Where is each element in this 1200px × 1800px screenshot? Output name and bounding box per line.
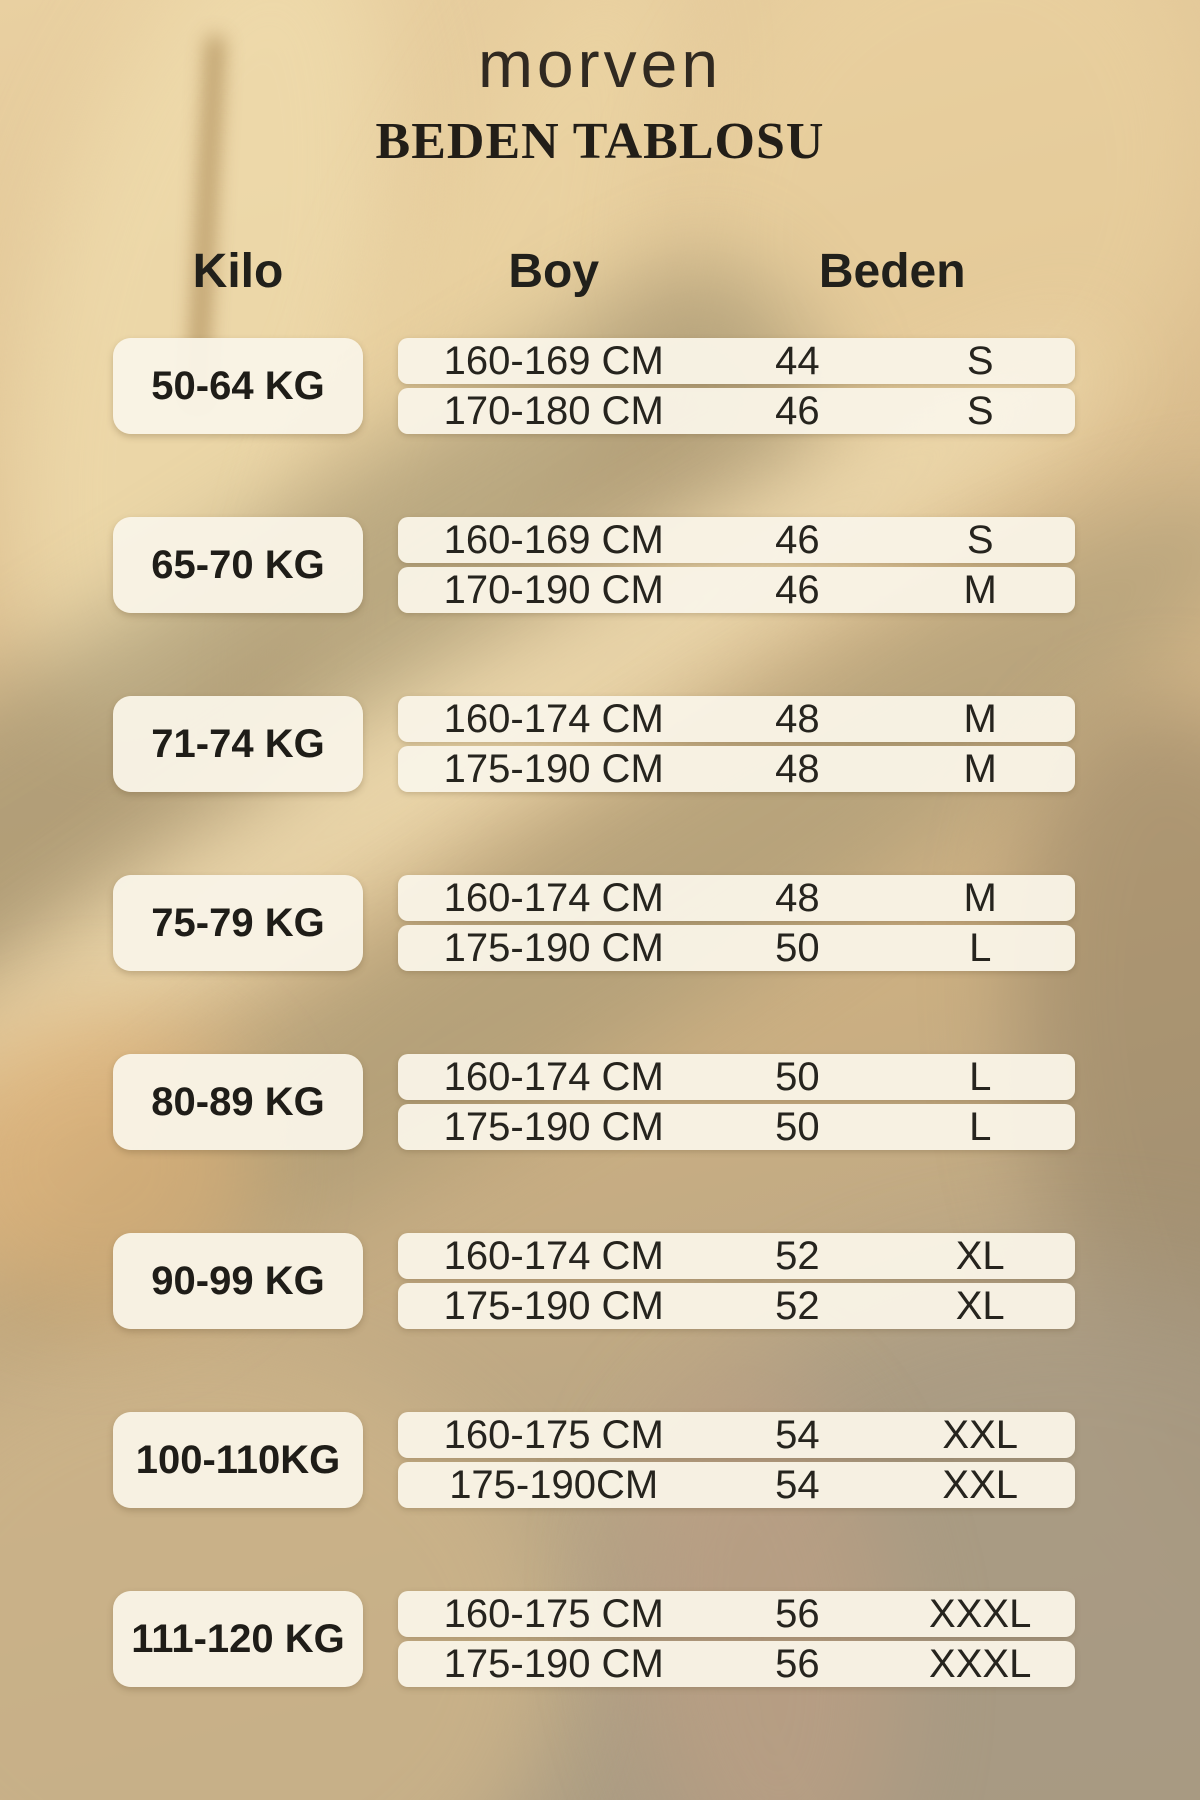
beden-letter-value: XL <box>955 1233 1005 1278</box>
boy-value: 175-190 CM <box>443 925 664 970</box>
table-row <box>398 746 1075 792</box>
beden-letter-value: XXL <box>942 1412 1018 1457</box>
beden-letter-value: XL <box>955 1283 1005 1328</box>
beden-number-value: 48 <box>775 875 820 920</box>
group-rows <box>398 875 1075 971</box>
beden-letter-value: S <box>966 517 994 562</box>
boy-value: 175-190CM <box>449 1462 659 1507</box>
boy-value: 175-190 CM <box>443 1104 664 1149</box>
weight-group <box>113 338 1075 434</box>
beden-number-value: 52 <box>775 1233 820 1278</box>
boy-value: 160-175 CM <box>443 1591 664 1636</box>
group-rows <box>398 1591 1075 1687</box>
beden-number-value: 48 <box>775 696 820 741</box>
boy-value: 160-174 CM <box>443 875 664 920</box>
table-row <box>398 517 1075 563</box>
boy-value: 160-175 CM <box>443 1412 664 1457</box>
beden-letter-value: M <box>963 567 997 612</box>
boy-value: 160-174 CM <box>443 1233 664 1278</box>
table-row <box>398 1641 1075 1687</box>
weight-group <box>113 1412 1075 1508</box>
table-row <box>398 925 1075 971</box>
weight-group <box>113 696 1075 792</box>
table-row <box>398 875 1075 921</box>
beden-number-value: 46 <box>775 388 820 433</box>
boy-value: 175-190 CM <box>443 1283 664 1328</box>
group-rows <box>398 338 1075 434</box>
boy-value: 160-174 CM <box>443 1054 664 1099</box>
beden-number-value: 52 <box>775 1283 820 1328</box>
beden-letter-value: XXL <box>942 1462 1018 1507</box>
group-rows <box>398 1054 1075 1150</box>
weight-group <box>113 1591 1075 1687</box>
beden-number-value: 46 <box>775 567 820 612</box>
beden-number-value: 44 <box>775 338 820 383</box>
beden-letter-value: L <box>969 1104 992 1149</box>
beden-number-value: 54 <box>775 1462 820 1507</box>
boy-value: 170-190 CM <box>443 567 664 612</box>
beden-number-value: 50 <box>775 925 820 970</box>
table-row <box>398 567 1075 613</box>
beden-letter-value: M <box>963 746 997 791</box>
table-row <box>398 1054 1075 1100</box>
beden-letter-value: S <box>966 338 994 383</box>
beden-letter-value: M <box>963 875 997 920</box>
weight-group <box>113 875 1075 971</box>
kilo-label: 65-70 KG <box>113 517 363 613</box>
kilo-label: 50-64 KG <box>113 338 363 434</box>
beden-letter-value: L <box>969 925 992 970</box>
boy-value: 175-190 CM <box>443 746 664 791</box>
column-header-boy: Boy <box>508 245 600 298</box>
table-header-row <box>113 244 1075 299</box>
kilo-label: 75-79 KG <box>113 875 363 971</box>
group-rows <box>398 517 1075 613</box>
table-row <box>398 388 1075 434</box>
boy-value: 170-180 CM <box>443 388 664 433</box>
beden-letter-value: L <box>969 1054 992 1099</box>
column-header-beden: Beden <box>818 245 966 298</box>
column-header-kilo: Kilo <box>192 245 284 298</box>
table-row <box>398 1104 1075 1150</box>
boy-value: 175-190 CM <box>443 1641 664 1686</box>
beden-number-value: 54 <box>775 1412 820 1457</box>
table-row <box>398 696 1075 742</box>
beden-number-value: 48 <box>775 746 820 791</box>
table-row <box>398 1283 1075 1329</box>
brand-logo: morven <box>477 27 723 101</box>
beden-letter-value: XXXL <box>929 1591 1032 1636</box>
beden-number-value: 50 <box>775 1054 820 1099</box>
kilo-label: 90-99 KG <box>113 1233 363 1329</box>
weight-group <box>113 517 1075 613</box>
table-row <box>398 1591 1075 1637</box>
table-row <box>398 1233 1075 1279</box>
table-row <box>398 338 1075 384</box>
kilo-label: 111-120 KG <box>113 1591 363 1687</box>
boy-value: 160-174 CM <box>443 696 664 741</box>
beden-letter-value: M <box>963 696 997 741</box>
weight-group <box>113 1054 1075 1150</box>
page-title: BEDEN TABLOSU <box>375 113 825 170</box>
beden-letter-value: XXXL <box>929 1641 1032 1686</box>
group-rows <box>398 696 1075 792</box>
boy-value: 160-169 CM <box>443 517 664 562</box>
kilo-label: 80-89 KG <box>113 1054 363 1150</box>
table-row <box>398 1412 1075 1458</box>
kilo-label: 100-110KG <box>113 1412 363 1508</box>
boy-value: 160-169 CM <box>443 338 664 383</box>
size-table-body <box>113 338 1075 1687</box>
beden-number-value: 56 <box>775 1641 820 1686</box>
beden-number-value: 50 <box>775 1104 820 1149</box>
weight-group <box>113 1233 1075 1329</box>
table-row <box>398 1462 1075 1508</box>
column-header-group <box>398 244 1075 299</box>
kilo-label: 71-74 KG <box>113 696 363 792</box>
beden-letter-value: S <box>966 388 994 433</box>
group-rows <box>398 1233 1075 1329</box>
beden-number-value: 56 <box>775 1591 820 1636</box>
group-rows <box>398 1412 1075 1508</box>
beden-number-value: 46 <box>775 517 820 562</box>
